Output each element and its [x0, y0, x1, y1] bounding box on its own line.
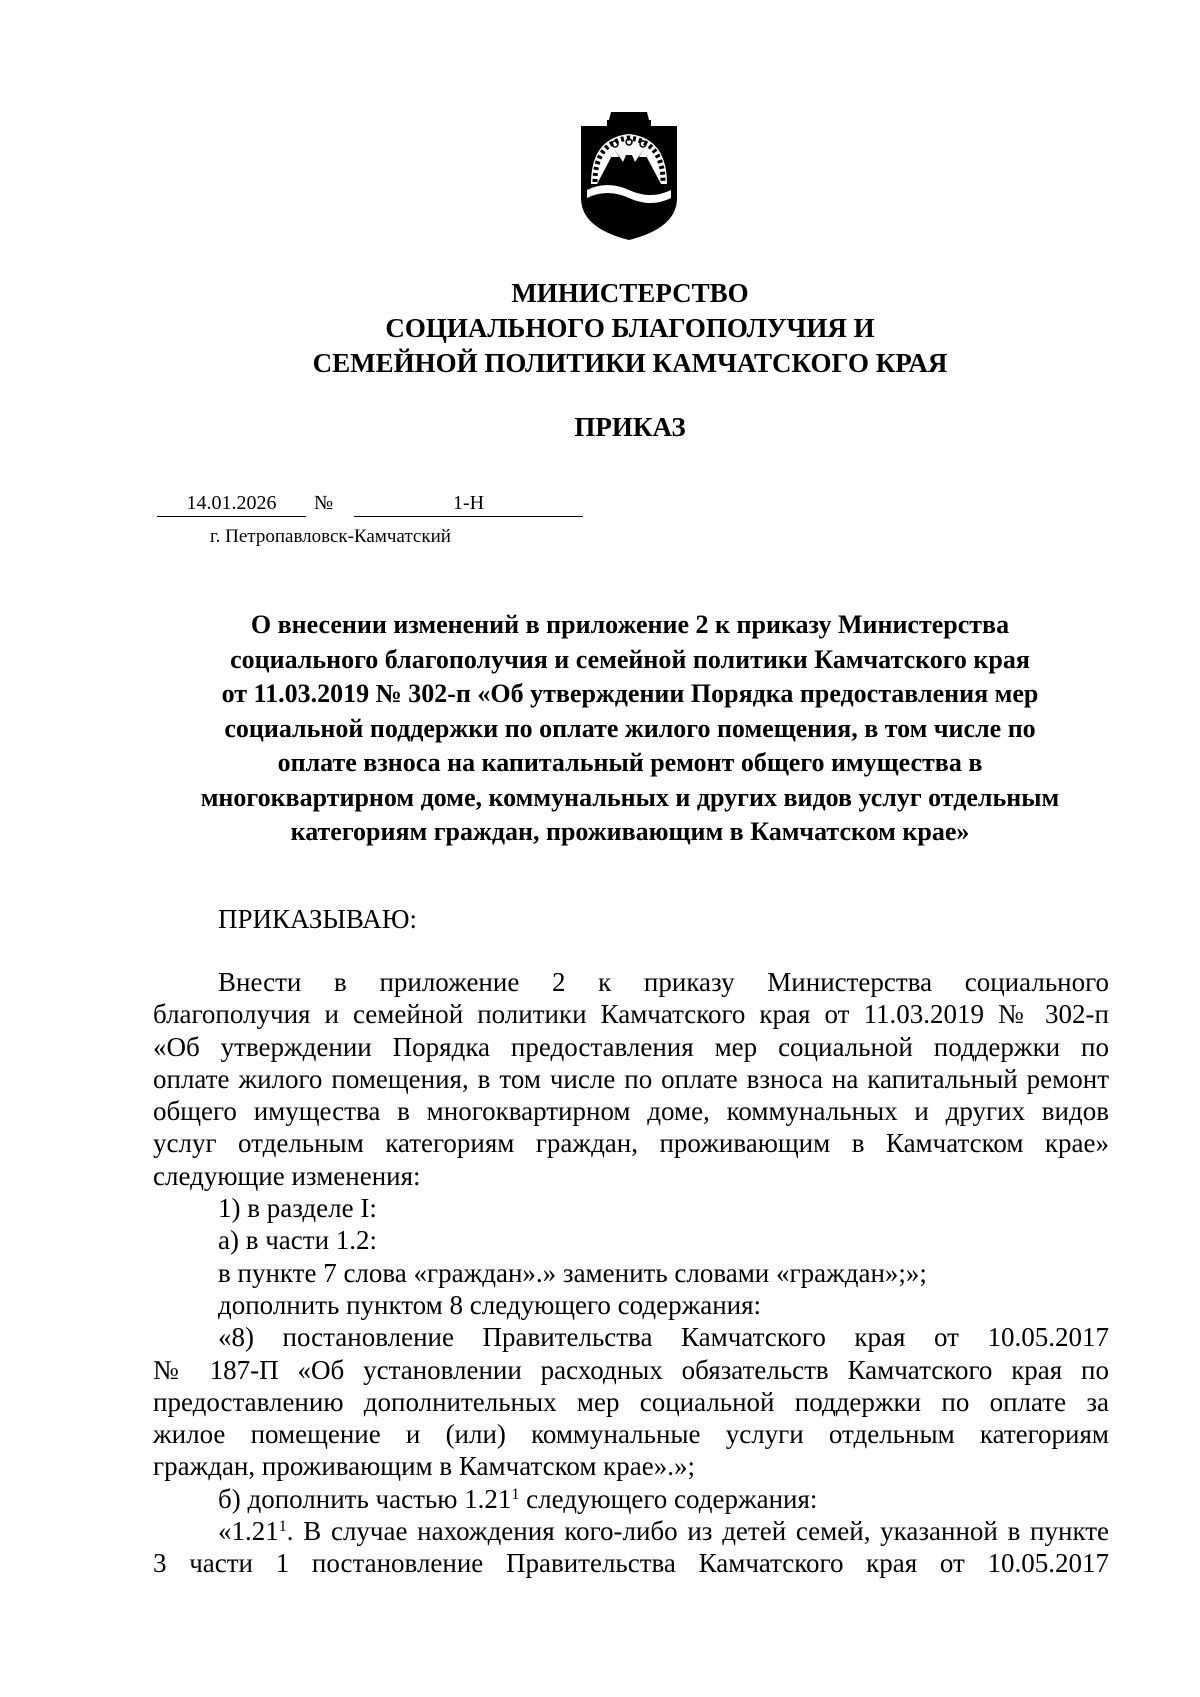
- coat-of-arms-icon: [577, 110, 681, 242]
- title-line: от 11.03.2019 № 302-п «Об утверждении Порядка предоставления мер: [221, 679, 1039, 708]
- body-line: следующие изменения:: [153, 1160, 421, 1191]
- body-line: «Об утверждении Порядка предоставления мер социальной поддержки по: [153, 1031, 1109, 1062]
- item-b-text-end: следующего содержания:: [519, 1483, 818, 1514]
- body-line: оплате жилого помещения, в том числе по оплате взноса на капитальный ремонт: [153, 1063, 1109, 1094]
- body-line: 3 части 1 постановление Правительства Камчатского края от 10.05.2017: [153, 1548, 1109, 1579]
- registration-date: 14.01.2026: [157, 490, 306, 517]
- body-line: услуг отдельным категориям граждан, проживающим в Камчатском крае»: [153, 1128, 1109, 1159]
- list-item: 1) в разделе I:: [218, 1193, 377, 1224]
- title-line: социальной поддержки по оплате жилого помещения, в том числе по: [224, 713, 1036, 743]
- body-line: общего имущества в многоквартирном доме, коммунальных и других видов: [153, 1096, 1109, 1127]
- body-line: жилое помещение и (или) коммунальные услуги отдельным категориям: [153, 1419, 1109, 1450]
- document-type: ПРИКАЗ: [574, 412, 686, 442]
- registration-number: 1-Н: [354, 490, 583, 517]
- list-item: а) в части 1.2:: [218, 1225, 378, 1256]
- title-line: многоквартирном доме, коммунальных и других видов услуг отдельным: [200, 782, 1060, 812]
- title-line: О внесении изменений в приложение 2 к приказу Министерства: [250, 610, 1010, 639]
- ministry-name: [150, 276, 1110, 381]
- title-line: категориям граждан, проживающим в Камчатском крае»: [290, 817, 970, 846]
- ministry-line: СОЦИАЛЬНОГО БЛАГОПОЛУЧИЯ И: [385, 313, 875, 343]
- registration-place: г. Петропавловск-Камчатский: [210, 526, 451, 547]
- document-body: [153, 966, 1109, 1580]
- body-line: № 187-П «Об установлении расходных обязательств Камчатского края по: [153, 1354, 1109, 1385]
- list-item: [153, 1483, 1109, 1515]
- body-line: «8) постановление Правительства Камчатского края от 10.05.2017: [218, 1322, 1109, 1353]
- body-line: дополнить пунктом 8 следующего содержания:: [218, 1289, 762, 1320]
- clause-text: . В случае нахождения кого-либо из детей семей, указанной в пункте: [286, 1516, 1109, 1547]
- clause-number: «1.21: [218, 1516, 279, 1547]
- body-line: благополучия и семейной политики Камчатского края от 11.03.2019 № 302-п: [153, 999, 1109, 1030]
- body-line: Внести в приложение 2 к приказу Министерства социального: [218, 967, 1109, 997]
- document-title: [140, 608, 1120, 850]
- title-line: оплате взноса на капитальный ремонт общего имущества в: [277, 748, 983, 777]
- body-line: граждан, проживающим в Камчатском крае».»;: [153, 1451, 695, 1482]
- ministry-line: МИНИСТЕРСТВО: [511, 278, 749, 308]
- body-line: в пункте 7 слова «граждан».» заменить словами «граждан»;»;: [218, 1257, 927, 1288]
- superscript: 1: [278, 1518, 287, 1536]
- body-line: [153, 1515, 1109, 1547]
- ministry-line: СЕМЕЙНОЙ ПОЛИТИКИ КАМЧАТСКОГО КРАЯ: [312, 348, 948, 378]
- superscript: 1: [511, 1485, 520, 1503]
- registration-number-sign: №: [314, 492, 334, 514]
- orders-heading: ПРИКАЗЫВАЮ:: [218, 904, 417, 934]
- item-b-text: б) дополнить частью 1.21: [218, 1483, 512, 1514]
- body-line: предоставлению дополнительных мер социальной поддержки по оплате за: [153, 1386, 1109, 1417]
- title-line: социального благополучия и семейной политики Камчатского края: [230, 644, 1030, 674]
